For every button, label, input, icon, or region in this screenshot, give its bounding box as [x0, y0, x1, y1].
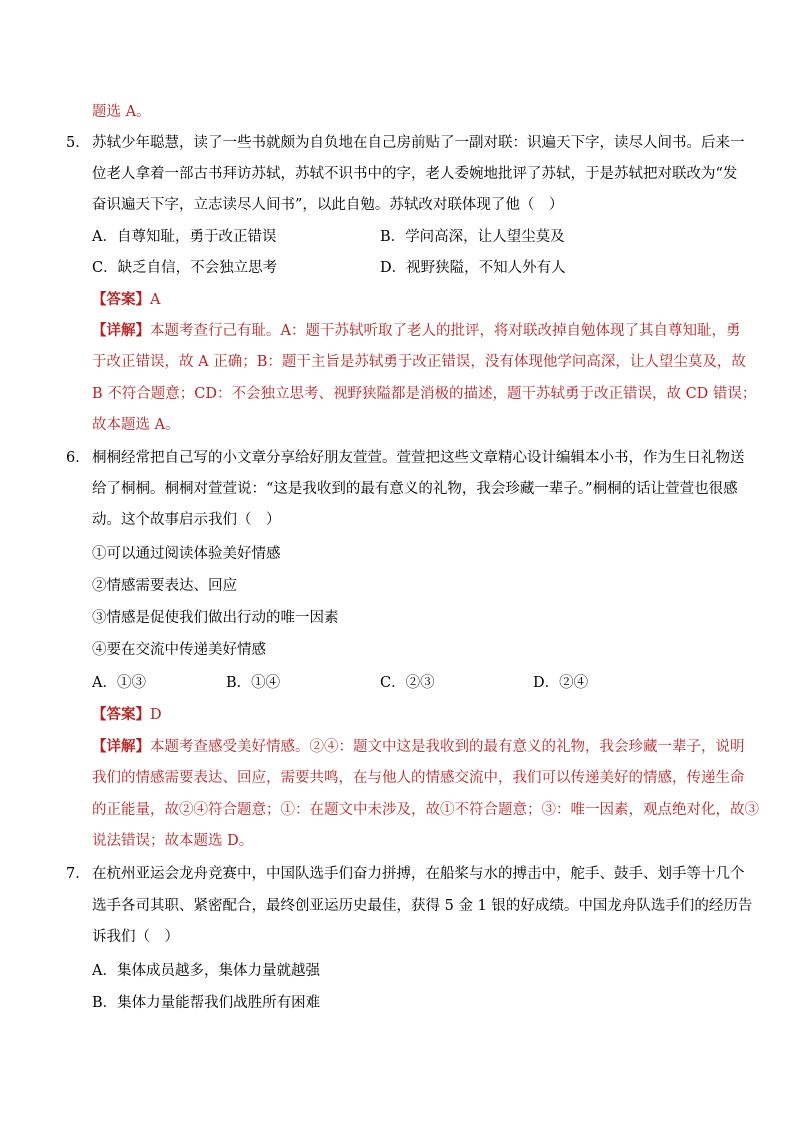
q6-option-a: A．①③	[92, 675, 146, 691]
q6-option-c: C．②③	[380, 675, 435, 691]
q6-analysis-line-1	[92, 737, 745, 757]
q6-analysis-line-2: 我们的情感需要表达、回应，需要共鸣，在与他人的情感交流中，我们可以传递美好的情感，传递生命	[92, 770, 745, 786]
q5-number: 5．	[66, 135, 90, 151]
q6-answer-label: 【答案】	[92, 706, 150, 723]
q7-number: 7．	[66, 866, 90, 882]
q5-option-b: B．学问高深，让人望尘莫及	[380, 229, 565, 245]
q6-answer-value: D	[150, 707, 162, 723]
q7-stem-line-1: 在杭州亚运会龙舟竞赛中，中国队选手们奋力拼搏，在船桨与水的搏击中，舵手、鼓手、划手等十几个	[92, 866, 745, 882]
q5-option-d: D．视野狭隘，不知人外有人	[380, 260, 566, 276]
q5-analysis-line-4: 故本题选 A。	[92, 417, 180, 433]
q5-analysis-line-2: 于改正错误，故 A 正确；B：题干主旨是苏轼勇于改正错误，没有体现他学问高深，让人望尘莫及，故	[92, 354, 746, 370]
q5-answer	[92, 290, 160, 310]
q5-analysis-line-3: B 不符合题意；CD：不会独立思考、视野狭隘都是消极的描述，题干苏轼勇于改正错误，故 CD 错误；	[92, 386, 757, 402]
q6-statement-4: ④要在交流中传递美好情感	[92, 642, 266, 658]
q6-answer	[92, 705, 162, 725]
q7-option-b: B．集体力量能帮我们战胜所有困难	[92, 995, 321, 1011]
q6-statement-1: ①可以通过阅读体验美好情感	[92, 546, 281, 562]
q5-analysis-label: 【详解】	[92, 322, 150, 339]
q6-statement-3: ③情感是促使我们做出行动的唯一因素	[92, 610, 339, 626]
q6-analysis-line-3: 的正能量，故②④符合题意；①：在题文中未涉及，故①不符合题意；③：唯一因素，观点绝对化，故③	[92, 802, 759, 818]
q4-answer-tail: 题选 A。	[92, 104, 151, 120]
q5-answer-value: A	[150, 292, 161, 308]
q6-analysis-text-1: 本题考查感受美好情感。②④：题文中这是我收到的最有意义的礼物，我会珍藏一辈子，说明	[150, 739, 745, 755]
q6-stem-line-1: 桐桐经常把自己写的小文章分享给好朋友萱萱。萱萱把这些文章精心设计编辑本小书，作为生日礼物送	[92, 450, 745, 466]
q7-stem-line-2: 选手各司其职、紧密配合，最终创亚运历史最佳，获得 5 金 1 银的好成绩。中国龙舟队选手们的经历告	[92, 898, 753, 914]
q5-answer-label: 【答案】	[92, 291, 150, 308]
q5-analysis-line-1	[92, 321, 740, 341]
q6-analysis-line-4: 说法错误；故本题选 D。	[92, 833, 254, 849]
q5-stem-line-3: 奋识遍天下字，立志读尽人间书”，以此自勉。苏轼改对联体现了他（ ）	[92, 197, 564, 213]
q6-number: 6．	[66, 450, 90, 466]
q6-stem-line-3: 动。这个故事启示我们（ ）	[92, 512, 281, 528]
q5-stem-line-1: 苏轼少年聪慧，读了一些书就颇为自负地在自己房前贴了一副对联：识遍天下字，读尽人间书。后来一	[92, 135, 745, 151]
q6-option-d: D．②④	[533, 675, 589, 691]
q7-option-a: A．集体成员越多，集体力量就越强	[92, 963, 320, 979]
q5-stem-line-2: 位老人拿着一部古书拜访苏轼，苏轼不识书中的字，老人委婉地批评了苏轼，于是苏轼把对联改为“发	[92, 166, 738, 182]
q6-analysis-label: 【详解】	[92, 738, 150, 755]
q6-statement-2: ②情感需要表达、回应	[92, 578, 237, 594]
q5-option-a: A．自尊知耻，勇于改正错误	[92, 229, 277, 245]
q7-stem-line-3: 诉我们（ ）	[92, 929, 179, 945]
q6-stem-line-2: 给了桐桐。桐桐对萱萱说：“这是我收到的最有意义的礼物，我会珍藏一辈子。”桐桐的话让萱萱也很感	[92, 481, 738, 497]
q5-analysis-text-1: 本题考查行己有耻。A：题干苏轼听取了老人的批评，将对联改掉自勉体现了其自尊知耻，勇	[150, 323, 741, 339]
q6-option-b: B．①④	[226, 675, 281, 691]
q5-option-c: C．缺乏自信，不会独立思考	[92, 260, 278, 276]
